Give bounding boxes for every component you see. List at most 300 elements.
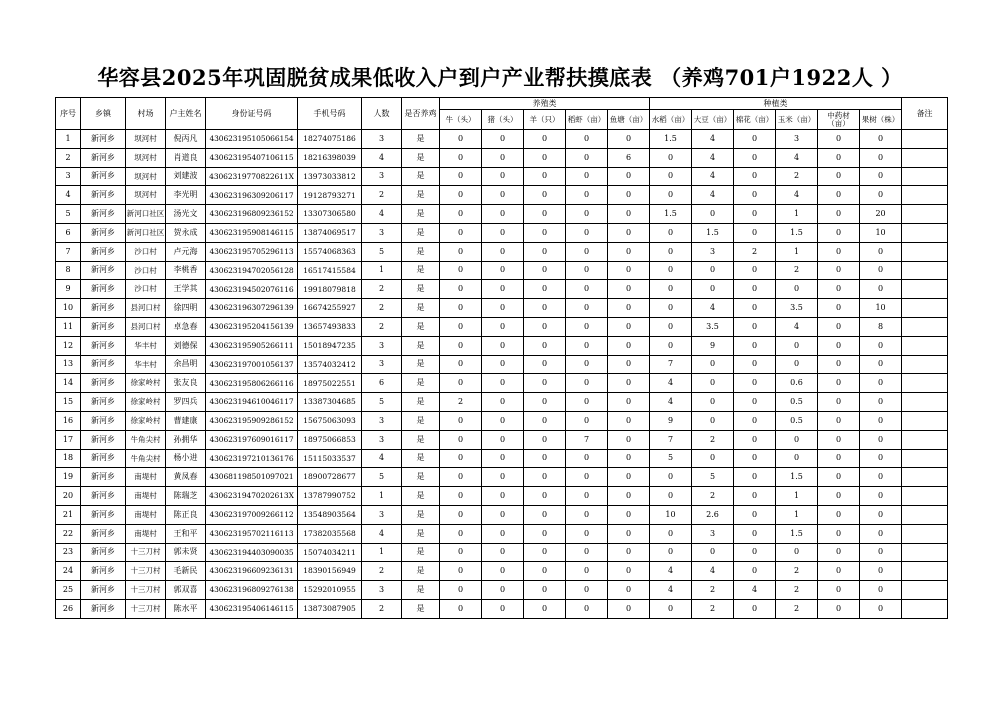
- cell-cattle: 0: [440, 299, 482, 318]
- cell-seq: 12: [56, 336, 81, 355]
- cell-township: 新河乡: [81, 411, 126, 430]
- cell-household-head: 张友良: [166, 374, 206, 393]
- cell-note: [902, 242, 948, 261]
- cell-village: 坝河村: [126, 130, 166, 149]
- cell-raise-chicken: 是: [402, 449, 440, 468]
- cell-sheep: 0: [524, 543, 566, 562]
- cell-pig: 0: [482, 186, 524, 205]
- cell-raise-chicken: 是: [402, 261, 440, 280]
- cell-fruit-trees: 20: [860, 205, 902, 224]
- cell-sheep: 0: [524, 374, 566, 393]
- cell-herbs: 0: [818, 280, 860, 299]
- cell-soybean: 4: [692, 186, 734, 205]
- cell-sheep: 0: [524, 261, 566, 280]
- table-row: [56, 487, 948, 506]
- cell-township: 新河乡: [81, 543, 126, 562]
- cell-cattle: 2: [440, 393, 482, 412]
- cell-fruit-trees: 0: [860, 148, 902, 167]
- cell-cotton: 0: [734, 167, 776, 186]
- cell-pig: 0: [482, 280, 524, 299]
- table-body: [56, 130, 948, 619]
- cell-id-number: 430623196307296139: [206, 299, 298, 318]
- cell-rice-shrimp: 0: [566, 148, 608, 167]
- cell-people: 2: [362, 599, 402, 618]
- cell-pig: 0: [482, 562, 524, 581]
- cell-rice-shrimp: 0: [566, 487, 608, 506]
- cell-township: 新河乡: [81, 430, 126, 449]
- cell-herbs: 0: [818, 336, 860, 355]
- cell-pig: 0: [482, 317, 524, 336]
- cell-township: 新河乡: [81, 336, 126, 355]
- cell-cotton: 0: [734, 130, 776, 149]
- cell-corn: 4: [776, 186, 818, 205]
- cell-note: [902, 186, 948, 205]
- cell-sheep: 0: [524, 148, 566, 167]
- cell-rice: 0: [650, 167, 692, 186]
- cell-seq: 2: [56, 148, 81, 167]
- cell-fruit-trees: 8: [860, 317, 902, 336]
- cell-sheep: 0: [524, 581, 566, 600]
- header-rice: 水稻（亩）: [650, 110, 692, 130]
- cell-township: 新河乡: [81, 524, 126, 543]
- cell-cotton: 0: [734, 374, 776, 393]
- cell-pig: 0: [482, 449, 524, 468]
- cell-township: 新河乡: [81, 505, 126, 524]
- cell-phone: 13387304685: [298, 393, 362, 412]
- cell-people: 4: [362, 205, 402, 224]
- cell-cattle: 0: [440, 374, 482, 393]
- cell-cattle: 0: [440, 449, 482, 468]
- cell-fruit-trees: 0: [860, 355, 902, 374]
- cell-soybean: 4: [692, 130, 734, 149]
- cell-rice: 0: [650, 280, 692, 299]
- cell-village: 南堤村: [126, 468, 166, 487]
- cell-pig: 0: [482, 505, 524, 524]
- table-header: [56, 98, 948, 130]
- cell-rice-shrimp: 0: [566, 393, 608, 412]
- cell-township: 新河乡: [81, 299, 126, 318]
- cell-fish-pond: 0: [608, 336, 650, 355]
- cell-people: 3: [362, 581, 402, 600]
- cell-rice: 0: [650, 487, 692, 506]
- cell-sheep: 0: [524, 411, 566, 430]
- cell-rice-shrimp: 0: [566, 261, 608, 280]
- cell-pig: 0: [482, 430, 524, 449]
- cell-rice: 7: [650, 355, 692, 374]
- cell-village: 坝河村: [126, 148, 166, 167]
- cell-herbs: 0: [818, 505, 860, 524]
- cell-fruit-trees: 0: [860, 524, 902, 543]
- cell-note: [902, 543, 948, 562]
- cell-township: 新河乡: [81, 223, 126, 242]
- table-row: [56, 581, 948, 600]
- cell-soybean: 0: [692, 411, 734, 430]
- cell-note: [902, 449, 948, 468]
- cell-soybean: 0: [692, 393, 734, 412]
- cell-rice: 0: [650, 242, 692, 261]
- cell-household-head: 肖道良: [166, 148, 206, 167]
- cell-phone: 18274075186: [298, 130, 362, 149]
- cell-rice-shrimp: 0: [566, 205, 608, 224]
- cell-phone: 17382035568: [298, 524, 362, 543]
- cell-pig: 0: [482, 355, 524, 374]
- cell-phone: 15018947235: [298, 336, 362, 355]
- survey-table: [55, 97, 948, 619]
- cell-fruit-trees: 0: [860, 280, 902, 299]
- table-row: [56, 205, 948, 224]
- cell-household-head: 王和平: [166, 524, 206, 543]
- cell-fruit-trees: 0: [860, 599, 902, 618]
- cell-seq: 11: [56, 317, 81, 336]
- cell-raise-chicken: 是: [402, 167, 440, 186]
- cell-people: 2: [362, 280, 402, 299]
- cell-township: 新河乡: [81, 581, 126, 600]
- cell-raise-chicken: 是: [402, 505, 440, 524]
- cell-cattle: 0: [440, 430, 482, 449]
- cell-cotton: 0: [734, 468, 776, 487]
- cell-rice-shrimp: 0: [566, 336, 608, 355]
- cell-household-head: 曹建康: [166, 411, 206, 430]
- table-row: [56, 374, 948, 393]
- cell-cotton: 0: [734, 449, 776, 468]
- cell-soybean: 3.5: [692, 317, 734, 336]
- cell-people: 3: [362, 355, 402, 374]
- cell-note: [902, 317, 948, 336]
- header-people: 人数: [362, 98, 402, 130]
- cell-cattle: 0: [440, 167, 482, 186]
- cell-household-head: 卢元海: [166, 242, 206, 261]
- cell-note: [902, 581, 948, 600]
- cell-seq: 5: [56, 205, 81, 224]
- table-row: [56, 599, 948, 618]
- cell-pig: 0: [482, 543, 524, 562]
- cell-herbs: 0: [818, 487, 860, 506]
- cell-sheep: 0: [524, 336, 566, 355]
- cell-household-head: 王学其: [166, 280, 206, 299]
- cell-note: [902, 261, 948, 280]
- cell-rice: 0: [650, 223, 692, 242]
- cell-id-number: 430623194502076116: [206, 280, 298, 299]
- page-title: 华容县2025年巩固脱贫成果低收入户到户产业帮扶摸底表 （养鸡701户1922人 ）: [97, 65, 903, 90]
- cell-pig: 0: [482, 130, 524, 149]
- cell-people: 1: [362, 543, 402, 562]
- cell-township: 新河乡: [81, 148, 126, 167]
- cell-seq: 14: [56, 374, 81, 393]
- cell-corn: 2: [776, 167, 818, 186]
- table-row: [56, 430, 948, 449]
- cell-village: 徐家岭村: [126, 393, 166, 412]
- cell-fish-pond: 0: [608, 468, 650, 487]
- cell-raise-chicken: 是: [402, 336, 440, 355]
- cell-note: [902, 167, 948, 186]
- cell-note: [902, 468, 948, 487]
- cell-soybean: 4: [692, 167, 734, 186]
- cell-soybean: 0: [692, 543, 734, 562]
- cell-township: 新河乡: [81, 393, 126, 412]
- cell-household-head: 毛新民: [166, 562, 206, 581]
- cell-rice: 0: [650, 599, 692, 618]
- cell-raise-chicken: 是: [402, 487, 440, 506]
- header-cotton: 棉花（亩）: [734, 110, 776, 130]
- cell-herbs: 0: [818, 186, 860, 205]
- cell-raise-chicken: 是: [402, 299, 440, 318]
- cell-raise-chicken: 是: [402, 205, 440, 224]
- cell-raise-chicken: 是: [402, 317, 440, 336]
- cell-soybean: 3: [692, 242, 734, 261]
- cell-township: 新河乡: [81, 599, 126, 618]
- cell-note: [902, 223, 948, 242]
- cell-id-number: 430623195204156139: [206, 317, 298, 336]
- cell-raise-chicken: 是: [402, 355, 440, 374]
- table-row: [56, 449, 948, 468]
- cell-cotton: 0: [734, 411, 776, 430]
- table-row: [56, 468, 948, 487]
- cell-fruit-trees: 10: [860, 223, 902, 242]
- cell-soybean: 0: [692, 280, 734, 299]
- cell-cotton: 0: [734, 505, 776, 524]
- cell-cotton: 0: [734, 355, 776, 374]
- cell-township: 新河乡: [81, 242, 126, 261]
- cell-rice-shrimp: 0: [566, 355, 608, 374]
- cell-cattle: 0: [440, 242, 482, 261]
- cell-people: 5: [362, 242, 402, 261]
- cell-fruit-trees: 0: [860, 581, 902, 600]
- header-id-number: 身份证号码: [206, 98, 298, 130]
- cell-raise-chicken: 是: [402, 543, 440, 562]
- cell-pig: 0: [482, 223, 524, 242]
- cell-rice: 0: [650, 261, 692, 280]
- cell-fish-pond: 0: [608, 411, 650, 430]
- cell-fish-pond: 0: [608, 205, 650, 224]
- cell-phone: 15574068363: [298, 242, 362, 261]
- cell-township: 新河乡: [81, 130, 126, 149]
- cell-note: [902, 148, 948, 167]
- cell-rice: 9: [650, 411, 692, 430]
- cell-raise-chicken: 是: [402, 130, 440, 149]
- cell-fruit-trees: 0: [860, 130, 902, 149]
- cell-raise-chicken: 是: [402, 562, 440, 581]
- cell-herbs: 0: [818, 223, 860, 242]
- cell-sheep: 0: [524, 524, 566, 543]
- cell-rice-shrimp: 0: [566, 242, 608, 261]
- cell-note: [902, 374, 948, 393]
- cell-herbs: 0: [818, 562, 860, 581]
- cell-note: [902, 393, 948, 412]
- cell-pig: 0: [482, 148, 524, 167]
- cell-township: 新河乡: [81, 562, 126, 581]
- cell-phone: 13874069517: [298, 223, 362, 242]
- cell-seq: 17: [56, 430, 81, 449]
- cell-rice-shrimp: 0: [566, 317, 608, 336]
- cell-herbs: 0: [818, 317, 860, 336]
- table-row: [56, 393, 948, 412]
- cell-fish-pond: 0: [608, 355, 650, 374]
- cell-seq: 8: [56, 261, 81, 280]
- cell-township: 新河乡: [81, 468, 126, 487]
- cell-people: 4: [362, 148, 402, 167]
- cell-rice: 4: [650, 581, 692, 600]
- cell-fruit-trees: 0: [860, 393, 902, 412]
- cell-seq: 16: [56, 411, 81, 430]
- cell-household-head: 李光明: [166, 186, 206, 205]
- cell-people: 2: [362, 317, 402, 336]
- cell-herbs: 0: [818, 148, 860, 167]
- table-row: [56, 148, 948, 167]
- cell-phone: 18900728677: [298, 468, 362, 487]
- cell-corn: 3.5: [776, 299, 818, 318]
- cell-people: 2: [362, 562, 402, 581]
- cell-id-number: 43062319470202613X: [206, 487, 298, 506]
- cell-cotton: 0: [734, 393, 776, 412]
- cell-sheep: 0: [524, 449, 566, 468]
- table-row: [56, 167, 948, 186]
- cell-people: 4: [362, 524, 402, 543]
- cell-note: [902, 430, 948, 449]
- cell-corn: 3: [776, 130, 818, 149]
- cell-rice-shrimp: 0: [566, 599, 608, 618]
- cell-raise-chicken: 是: [402, 223, 440, 242]
- cell-sheep: 0: [524, 468, 566, 487]
- cell-soybean: 9: [692, 336, 734, 355]
- cell-fish-pond: 0: [608, 449, 650, 468]
- cell-raise-chicken: 是: [402, 581, 440, 600]
- cell-seq: 20: [56, 487, 81, 506]
- cell-soybean: 4: [692, 148, 734, 167]
- cell-cotton: 0: [734, 543, 776, 562]
- header-cattle: 牛（头）: [440, 110, 482, 130]
- cell-phone: 16517415584: [298, 261, 362, 280]
- cell-rice-shrimp: 7: [566, 430, 608, 449]
- cell-village: 十三刀村: [126, 543, 166, 562]
- cell-fruit-trees: 0: [860, 186, 902, 205]
- cell-id-number: 43062319770822611X: [206, 167, 298, 186]
- cell-seq: 9: [56, 280, 81, 299]
- header-fish-pond: 鱼塘（亩）: [608, 110, 650, 130]
- cell-sheep: 0: [524, 205, 566, 224]
- table-row: [56, 562, 948, 581]
- cell-corn: 0: [776, 449, 818, 468]
- cell-corn: 4: [776, 148, 818, 167]
- cell-corn: 0: [776, 430, 818, 449]
- cell-rice-shrimp: 0: [566, 468, 608, 487]
- cell-id-number: 430623195909286152: [206, 411, 298, 430]
- cell-sheep: 0: [524, 299, 566, 318]
- cell-people: 5: [362, 468, 402, 487]
- cell-cattle: 0: [440, 468, 482, 487]
- cell-fruit-trees: 0: [860, 562, 902, 581]
- cell-fruit-trees: 0: [860, 468, 902, 487]
- cell-cotton: 0: [734, 280, 776, 299]
- cell-herbs: 0: [818, 242, 860, 261]
- header-raise-chicken: 是否养鸡: [402, 98, 440, 130]
- cell-phone: 18975066853: [298, 430, 362, 449]
- cell-village: 沙口村: [126, 242, 166, 261]
- cell-people: 3: [362, 411, 402, 430]
- cell-seq: 18: [56, 449, 81, 468]
- cell-village: 坝河村: [126, 186, 166, 205]
- cell-cotton: 0: [734, 186, 776, 205]
- cell-herbs: 0: [818, 299, 860, 318]
- cell-cattle: 0: [440, 599, 482, 618]
- cell-sheep: 0: [524, 167, 566, 186]
- cell-id-number: 430623196809236152: [206, 205, 298, 224]
- cell-phone: 13657493833: [298, 317, 362, 336]
- cell-soybean: 2: [692, 487, 734, 506]
- header-breeding-group: 养殖类: [440, 98, 650, 110]
- cell-people: 1: [362, 261, 402, 280]
- cell-seq: 24: [56, 562, 81, 581]
- cell-cattle: 0: [440, 505, 482, 524]
- table-row: [56, 524, 948, 543]
- cell-fish-pond: 0: [608, 186, 650, 205]
- cell-cotton: 0: [734, 261, 776, 280]
- cell-household-head: 郭未贤: [166, 543, 206, 562]
- cell-soybean: 0: [692, 449, 734, 468]
- cell-raise-chicken: 是: [402, 524, 440, 543]
- cell-phone: 19128793271: [298, 186, 362, 205]
- cell-cattle: 0: [440, 543, 482, 562]
- cell-fish-pond: 6: [608, 148, 650, 167]
- cell-village: 新河口社区: [126, 223, 166, 242]
- cell-note: [902, 411, 948, 430]
- cell-rice: 0: [650, 299, 692, 318]
- header-village: 村场: [126, 98, 166, 130]
- cell-rice-shrimp: 0: [566, 299, 608, 318]
- cell-corn: 0.5: [776, 411, 818, 430]
- header-fruit-trees: 果树（株）: [860, 110, 902, 130]
- cell-village: 牛角尖村: [126, 430, 166, 449]
- cell-pig: 0: [482, 468, 524, 487]
- cell-note: [902, 505, 948, 524]
- cell-township: 新河乡: [81, 374, 126, 393]
- cell-sheep: 0: [524, 280, 566, 299]
- cell-cotton: 0: [734, 205, 776, 224]
- cell-fruit-trees: 10: [860, 299, 902, 318]
- cell-seq: 25: [56, 581, 81, 600]
- cell-people: 3: [362, 223, 402, 242]
- cell-village: 县河口村: [126, 317, 166, 336]
- cell-fruit-trees: 0: [860, 261, 902, 280]
- cell-people: 3: [362, 505, 402, 524]
- cell-people: 2: [362, 299, 402, 318]
- cell-sheep: 0: [524, 242, 566, 261]
- cell-corn: 2: [776, 562, 818, 581]
- cell-village: 徐家岭村: [126, 374, 166, 393]
- cell-household-head: 贺永成: [166, 223, 206, 242]
- cell-rice: 0: [650, 186, 692, 205]
- cell-township: 新河乡: [81, 317, 126, 336]
- cell-rice-shrimp: 0: [566, 280, 608, 299]
- cell-rice-shrimp: 0: [566, 411, 608, 430]
- cell-fish-pond: 0: [608, 167, 650, 186]
- cell-phone: 13574032412: [298, 355, 362, 374]
- cell-id-number: 430623196809276138: [206, 581, 298, 600]
- cell-fish-pond: 0: [608, 487, 650, 506]
- cell-household-head: 余昌明: [166, 355, 206, 374]
- header-pig: 猪（头）: [482, 110, 524, 130]
- cell-raise-chicken: 是: [402, 468, 440, 487]
- cell-cattle: 0: [440, 487, 482, 506]
- cell-id-number: 430623197609016117: [206, 430, 298, 449]
- cell-rice: 10: [650, 505, 692, 524]
- table-row: [56, 355, 948, 374]
- cell-id-number: 430623196309206117: [206, 186, 298, 205]
- cell-seq: 4: [56, 186, 81, 205]
- cell-raise-chicken: 是: [402, 374, 440, 393]
- cell-village: 南堤村: [126, 505, 166, 524]
- cell-rice: 0: [650, 336, 692, 355]
- cell-soybean: 0: [692, 205, 734, 224]
